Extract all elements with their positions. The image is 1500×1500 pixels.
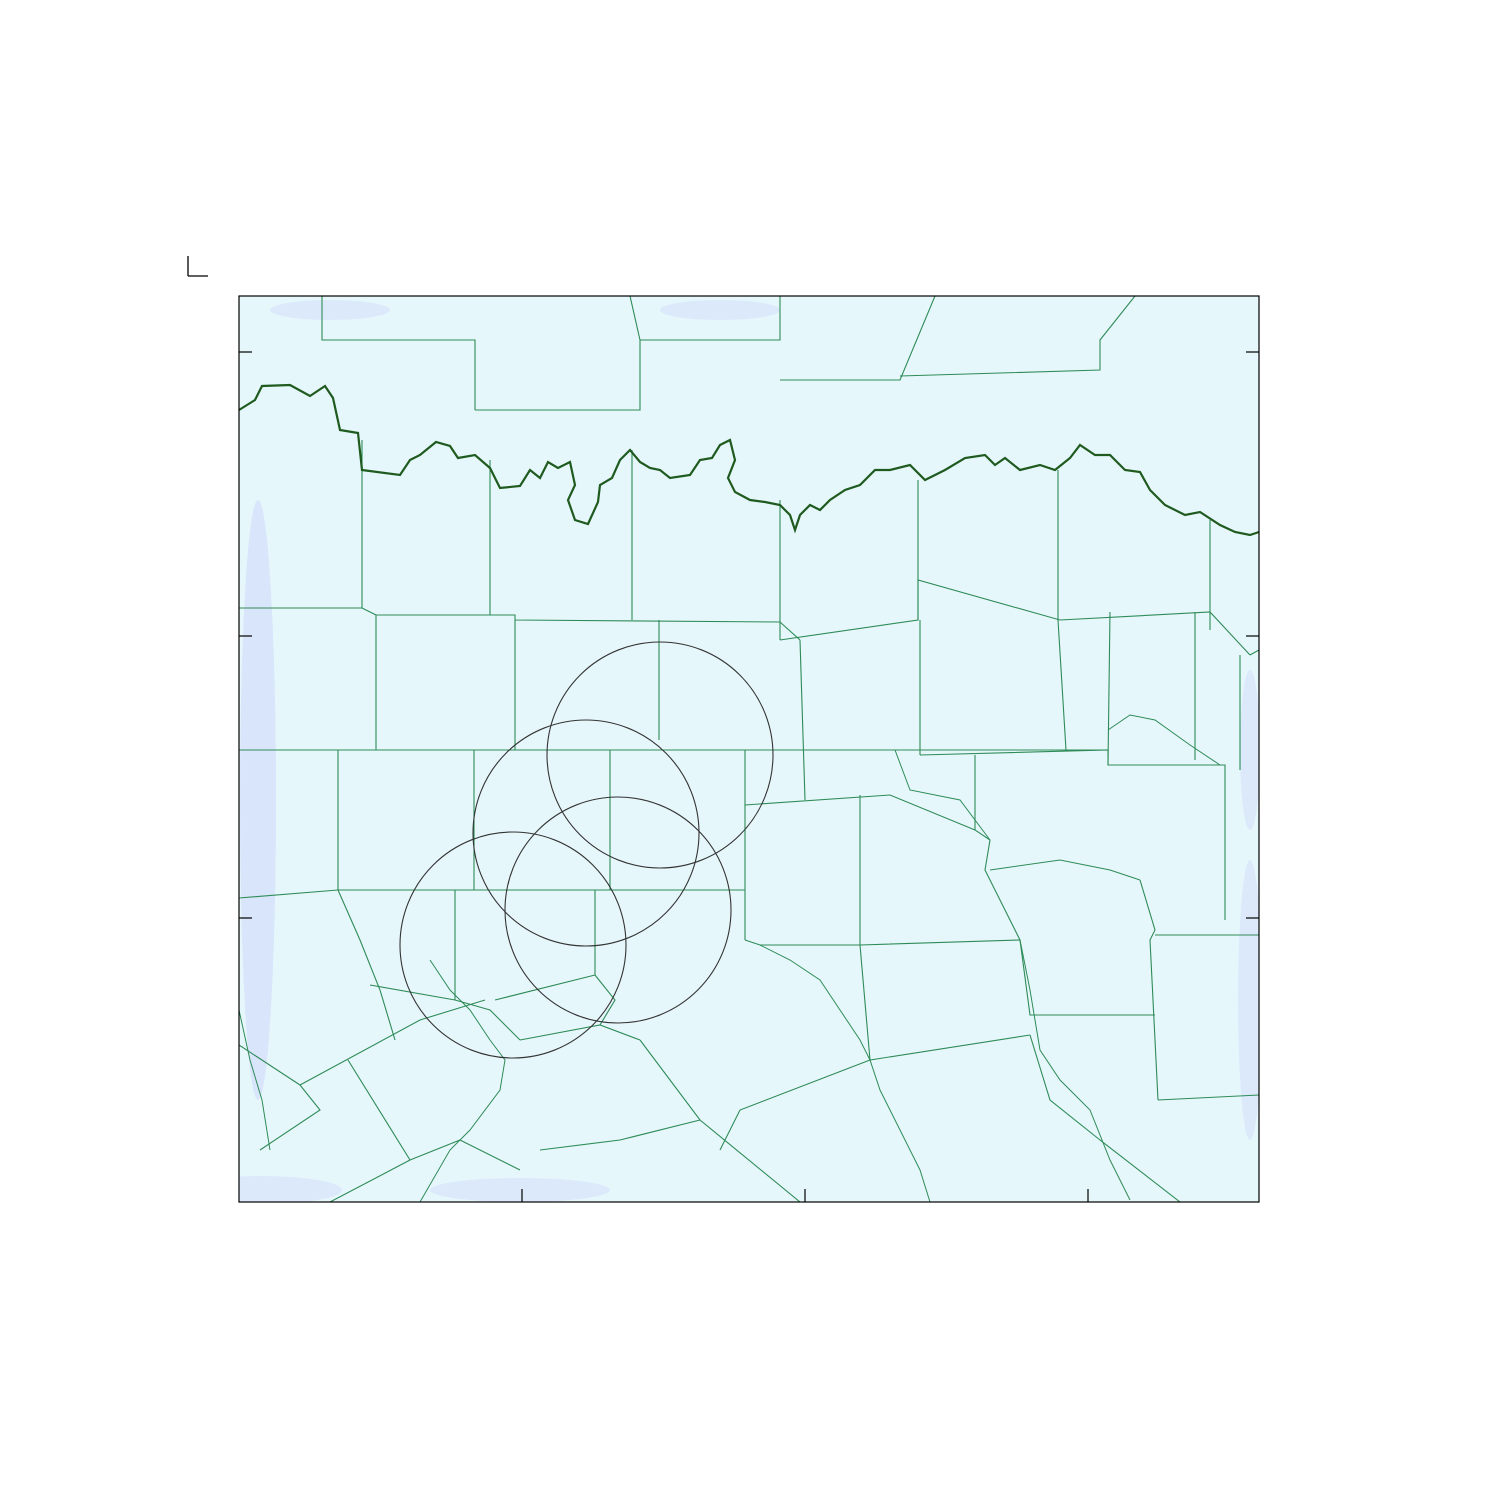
reference-vector xyxy=(188,256,208,276)
map-background xyxy=(239,296,1259,1202)
